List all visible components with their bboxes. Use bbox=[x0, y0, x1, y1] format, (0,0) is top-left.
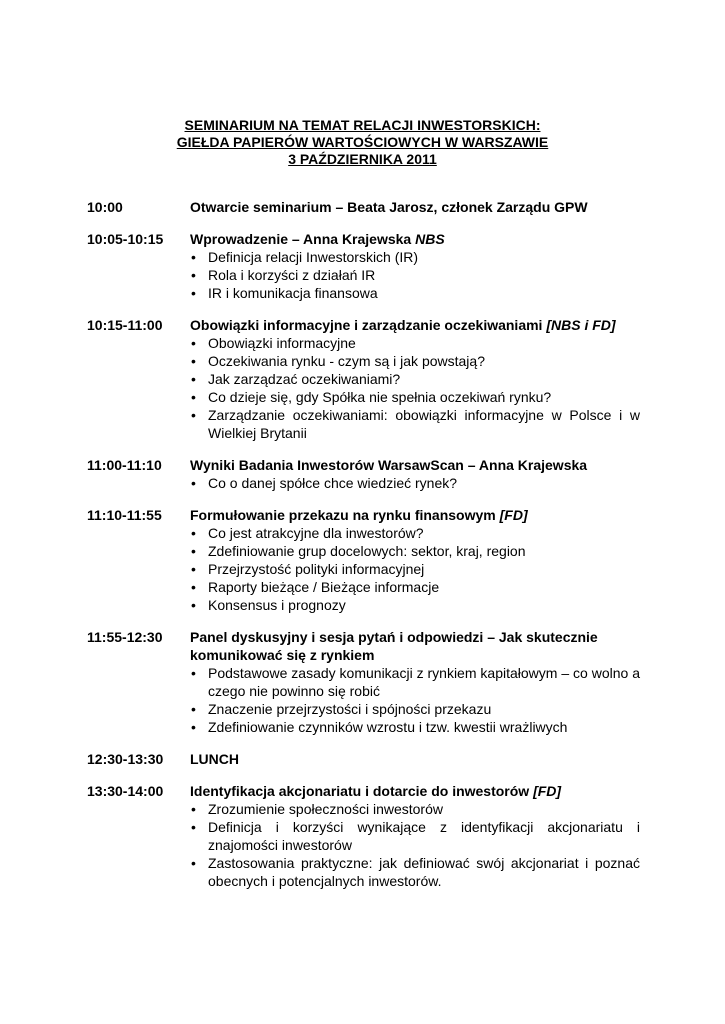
document-title bbox=[0, 117, 725, 168]
agenda-heading-text: Otwarcie seminarium – Beata Jarosz, członek Zarządu GPW bbox=[190, 199, 588, 215]
agenda-item bbox=[87, 230, 640, 302]
agenda-points bbox=[190, 248, 640, 302]
agenda-point: • Podstawowe zasady komunikacji z rynkiem kapitałowym – co wolno a czego nie powinno się robić bbox=[190, 664, 640, 700]
agenda-points bbox=[190, 474, 640, 492]
agenda-point: • Oczekiwania rynku - czym są i jak powstają? bbox=[190, 352, 640, 370]
agenda-point: • Definicja relacji Inwestorskich (IR) bbox=[190, 248, 640, 266]
agenda-heading-text: Identyfikacja akcjonariatu i dotarcie do inwestorów bbox=[190, 783, 534, 799]
agenda-speaker-tag: [FD] bbox=[533, 783, 562, 799]
agenda-point: • Zastosowania praktyczne: jak definiować swój akcjonariat i poznać obecnych i potencjalnych inwestorów. bbox=[190, 854, 640, 890]
agenda-heading bbox=[190, 456, 640, 474]
agenda-item bbox=[87, 782, 640, 890]
agenda-speaker-tag: [FD] bbox=[499, 507, 528, 523]
agenda-speaker-tag: [NBS i FD] bbox=[546, 317, 616, 333]
agenda-point: • Znaczenie przejrzystości i spójności przekazu bbox=[190, 700, 640, 718]
agenda-point: • Co jest atrakcyjne dla inwestorów? bbox=[190, 524, 640, 542]
agenda-heading bbox=[190, 506, 640, 524]
agenda-time: 11:10-11:55 bbox=[87, 507, 162, 523]
agenda-heading-text: Panel dyskusyjny i sesja pytań i odpowiedzi – Jak skutecznie komunikować się z rynkiem bbox=[190, 629, 598, 663]
agenda-point: • Raporty bieżące / Bieżące informacje bbox=[190, 578, 640, 596]
agenda-point: • Obowiązki informacyjne bbox=[190, 334, 640, 352]
agenda-time: 11:00-11:10 bbox=[87, 457, 162, 473]
agenda-heading bbox=[190, 750, 640, 768]
title-line-2: GIEŁDA PAPIERÓW WARTOŚCIOWYCH W WARSZAWIE bbox=[176, 134, 549, 150]
agenda-body bbox=[190, 230, 640, 302]
agenda-body bbox=[190, 750, 640, 768]
agenda-point: • Co o danej spółce chce wiedzieć rynek? bbox=[190, 474, 640, 492]
agenda-heading bbox=[190, 230, 640, 248]
agenda-point: • Jak zarządzać oczekiwaniami? bbox=[190, 370, 640, 388]
agenda-points bbox=[190, 664, 640, 736]
agenda-time: 10:05-10:15 bbox=[87, 231, 164, 247]
agenda-item bbox=[87, 750, 640, 768]
agenda-heading bbox=[190, 198, 640, 216]
agenda-time: 11:55-12:30 bbox=[87, 629, 163, 645]
agenda-point: • Co dzieje się, gdy Spółka nie spełnia oczekiwań rynku? bbox=[190, 388, 640, 406]
agenda-point: • Definicja i korzyści wynikające z identyfikacji akcjonariatu i znajomości inwestorów bbox=[190, 818, 640, 854]
title-line-1: SEMINARIUM NA TEMAT RELACJI INWESTORSKICH: bbox=[184, 117, 541, 133]
agenda-points bbox=[190, 334, 640, 442]
agenda-heading bbox=[190, 782, 640, 800]
agenda-time: 13:30-14:00 bbox=[87, 783, 164, 799]
agenda-body bbox=[190, 198, 640, 216]
agenda-time: 10:15-11:00 bbox=[87, 317, 163, 333]
agenda-item bbox=[87, 316, 640, 442]
agenda-item bbox=[87, 628, 640, 736]
agenda-heading-text: Obowiązki informacyjne i zarządzanie oczekiwaniami bbox=[190, 317, 547, 333]
agenda-time: 12:30-13:30 bbox=[87, 751, 164, 767]
agenda-body bbox=[190, 782, 640, 890]
agenda-heading-text: Wyniki Badania Inwestorów WarsawScan – Anna Krajewska bbox=[190, 457, 588, 473]
agenda-point: • Konsensus i prognozy bbox=[190, 596, 640, 614]
agenda-point: • Zdefiniowanie czynników wzrostu i tzw. kwestii wrażliwych bbox=[190, 718, 640, 736]
agenda-item bbox=[87, 198, 640, 216]
agenda-heading-text: Wprowadzenie – Anna Krajewska bbox=[190, 231, 416, 247]
agenda-heading bbox=[190, 628, 640, 664]
agenda-body bbox=[190, 506, 640, 614]
agenda-item bbox=[87, 456, 640, 492]
agenda-item bbox=[87, 506, 640, 614]
agenda-body bbox=[190, 628, 640, 736]
agenda-points bbox=[190, 524, 640, 614]
agenda-point: • Przejrzystość polityki informacyjnej bbox=[190, 560, 640, 578]
agenda-point: • Zrozumienie społeczności inwestorów bbox=[190, 800, 640, 818]
agenda-point: • Zdefiniowanie grup docelowych: sektor, kraj, region bbox=[190, 542, 640, 560]
agenda-heading-text: LUNCH bbox=[190, 751, 239, 767]
agenda-speaker-tag: NBS bbox=[415, 231, 445, 247]
agenda-heading bbox=[190, 316, 640, 334]
agenda-heading-text: Formułowanie przekazu na rynku finansowym bbox=[190, 507, 500, 523]
agenda-point: • Rola i korzyści z działań IR bbox=[190, 266, 640, 284]
agenda-points bbox=[190, 800, 640, 890]
title-line-3: 3 PAŹDZIERNIKA 2011 bbox=[288, 151, 437, 167]
agenda bbox=[87, 198, 640, 904]
agenda-body bbox=[190, 456, 640, 492]
agenda-point: • Zarządzanie oczekiwaniami: obowiązki informacyjne w Polsce i w Wielkiej Brytanii bbox=[190, 406, 640, 442]
agenda-time: 10:00 bbox=[87, 199, 123, 215]
agenda-point: • IR i komunikacja finansowa bbox=[190, 284, 640, 302]
agenda-body bbox=[190, 316, 640, 442]
